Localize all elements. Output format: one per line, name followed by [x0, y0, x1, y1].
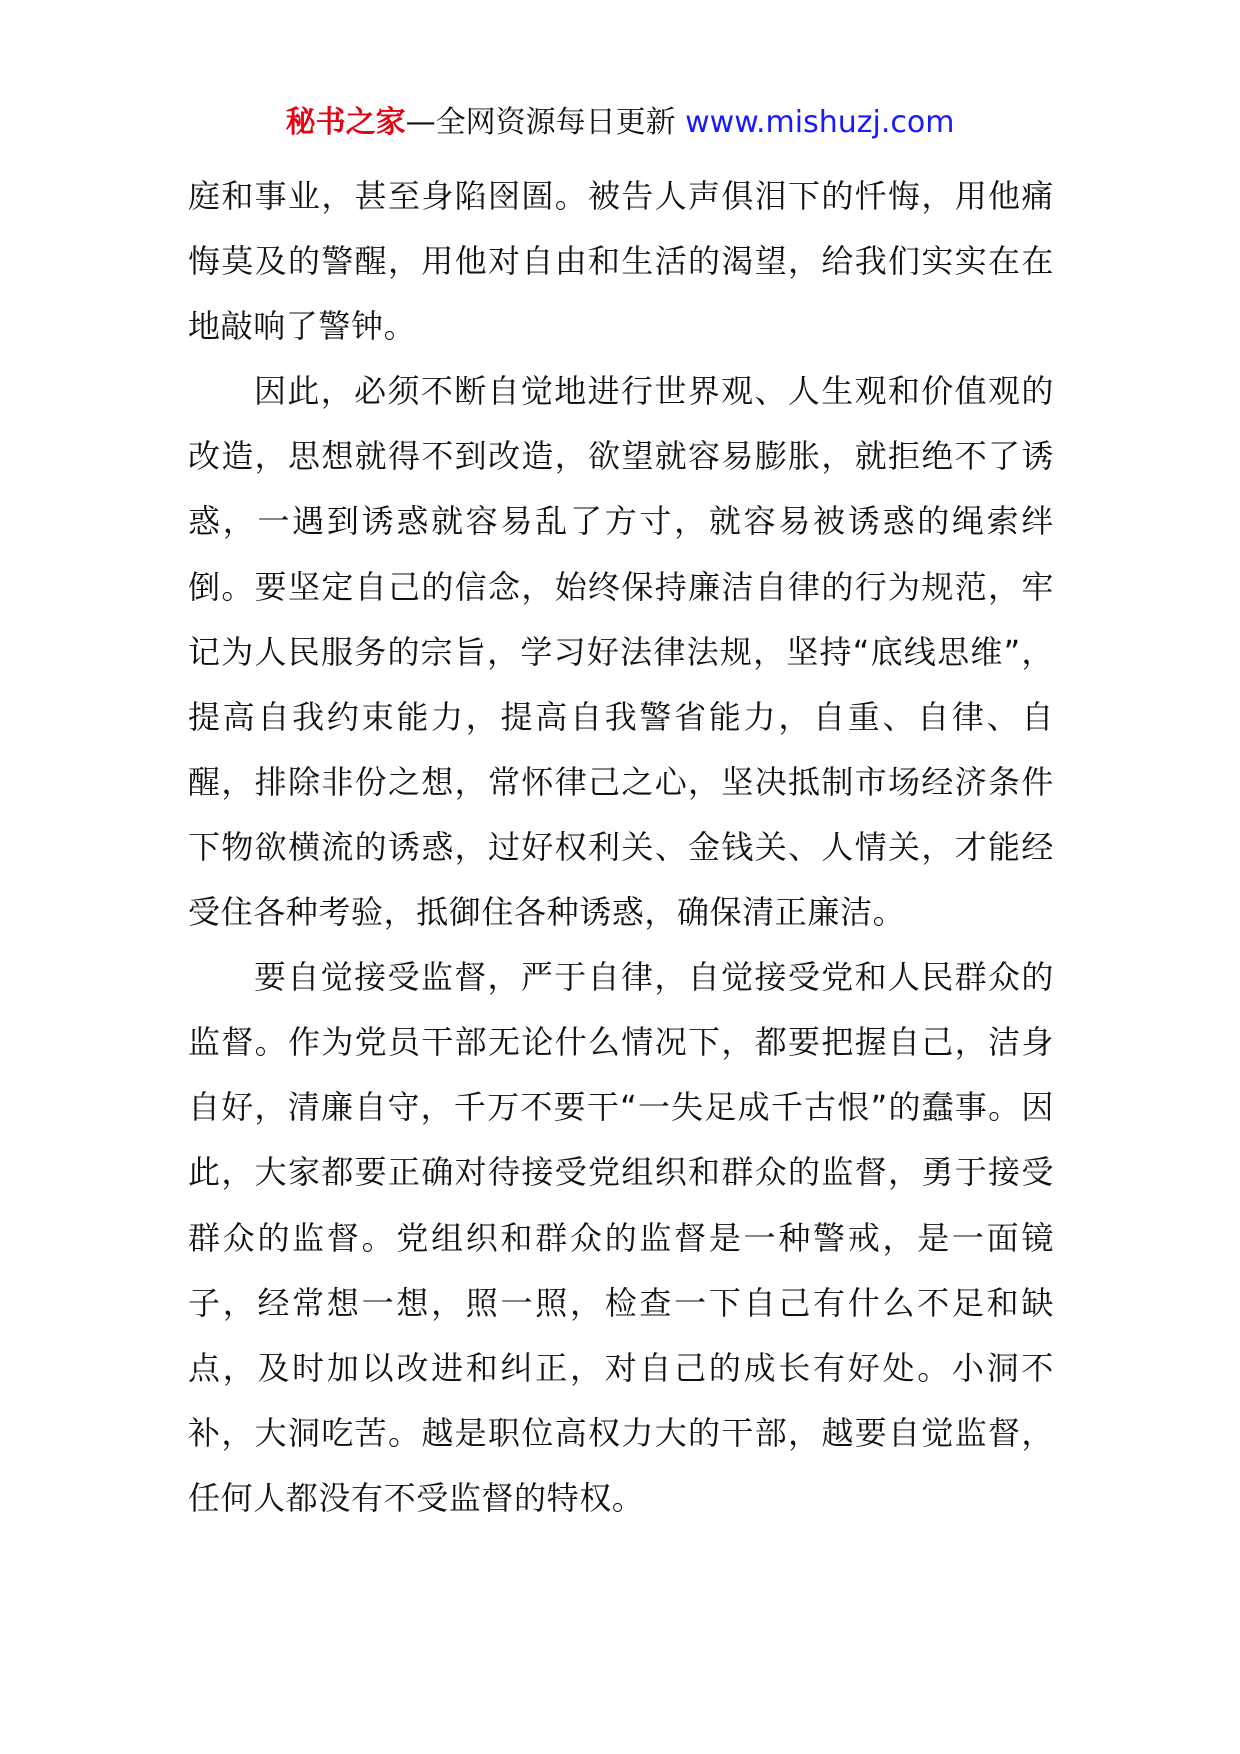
site-header — [0, 100, 1240, 146]
paragraph-accept-supervision: 要自觉接受监督，严于自律，自觉接受党和人民群众的监督。作为党员干部无论什么情况下，都要把握自己，洁身自好，清廉自守，千万不要干“一失足成千古恨”的蠢事。因此，大家都要正确对待接受党组织和群众的监督，勇于接受群众的监督。党组织和群众的监督是一种警戒，是一面镜子，经常想一想，照一照，检查一下自己有什么不足和缺点，及时加以改进和纠正，对自己的成长有好处。小洞不补，大洞吃苦。越是职位高权力大的干部，越要自觉监督，任何人都没有不受监督的特权。 — [188, 958, 1054, 1517]
paragraph-continued: 庭和事业，甚至身陷囹圄。被告人声俱泪下的忏悔，用他痛悔莫及的警醒，用他对自由和生活的渴望，给我们实实在在地敲响了警钟。 — [188, 177, 1054, 346]
document-body — [188, 164, 1054, 1531]
paragraph-self-reform: 因此，必须不断自觉地进行世界观、人生观和价值观的改造，思想就得不到改造，欲望就容易膨胀，就拒绝不了诱惑，一遇到诱惑就容易乱了方寸，就容易被诱惑的绳索绊倒。要坚定自己的信念，始终保持廉洁自律的行为规范，牢记为人民服务的宗旨，学习好法律法规，坚持“底线思维”，提高自我约束能力，提高自我警省能力，自重、自律、自醒，排除非份之想，常怀律己之心，坚决抵制市场经济条件下物欲横流的诱惑，过好权利关、金钱关、人情关，才能经受住各种考验，抵御住各种诱惑，确保清正廉洁。 — [188, 372, 1054, 932]
site-tagline: —全网资源每日更新 — [405, 105, 686, 140]
site-url-link[interactable]: www.mishuzj.com — [685, 105, 955, 140]
site-brand: 秘书之家 — [285, 105, 406, 140]
